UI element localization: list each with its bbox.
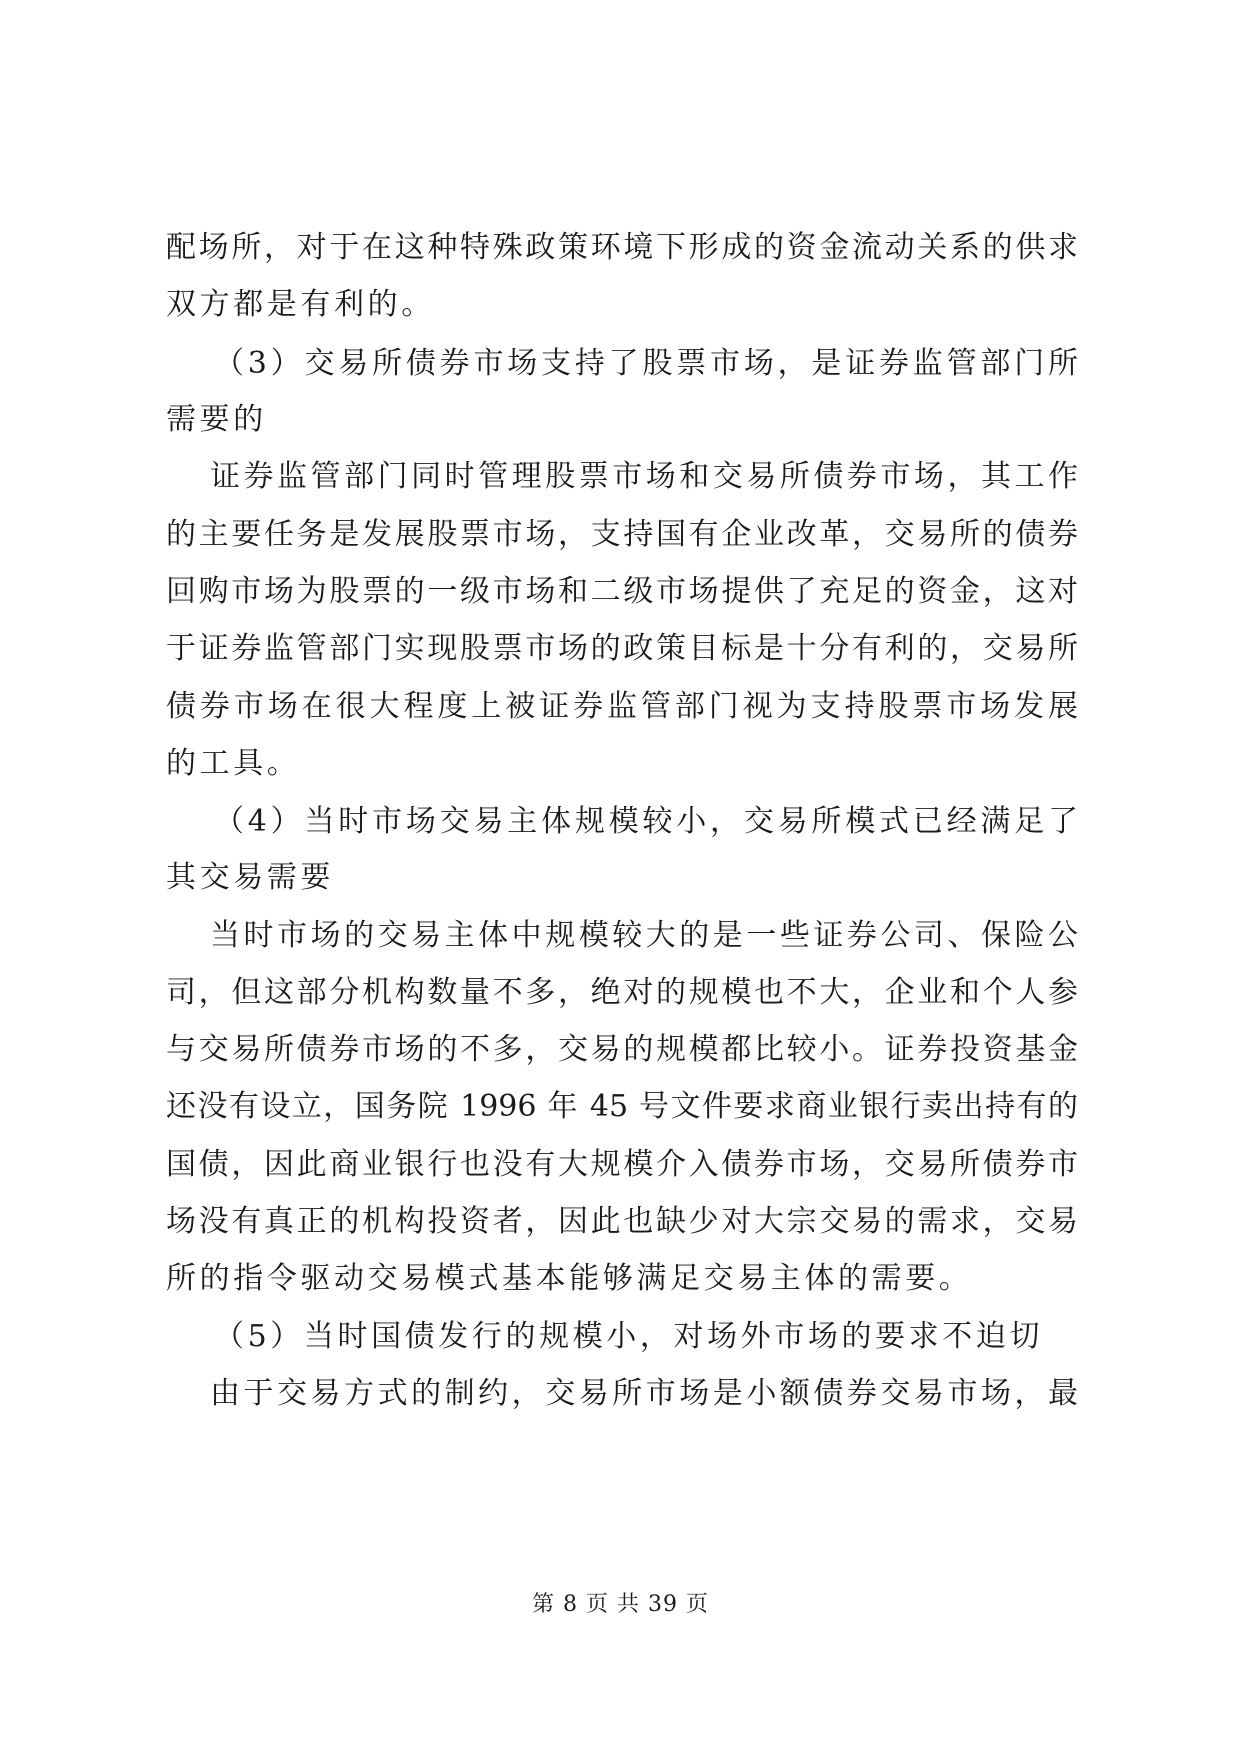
text-line: 配场所，对于在这种特殊政策环境下形成的资金流动关系的供求 [166,230,1078,265]
heading-line: （5）当时国债发行的规模小，对场外市场的要求不迫切 [214,1319,1044,1354]
text-line: 双方都是有利的。 [166,287,435,322]
text-line: 回购市场为股票的一级市场和二级市场提供了充足的资金，这对 [166,574,1078,609]
text-line: 还没有设立，国务院 1996 年 45 号文件要求商业银行卖出持有的 [166,1089,1078,1124]
text-line: 的主要任务是发展股票市场，支持国有企业改革，交易所的债券 [166,517,1078,552]
heading-line: （3）交易所债券市场支持了股票市场，是证券监管部门所 [214,346,1078,381]
text-line: 与交易所债券市场的不多，交易的规模都比较小。证券投资基金 [166,1032,1078,1067]
text-line: 当时市场的交易主体中规模较大的是一些证券公司、保险公 [210,918,1078,953]
text-line: 所的指令驱动交易模式基本能够满足交易主体的需要。 [166,1261,973,1296]
heading-line: 需要的 [166,402,267,437]
text-line: 由于交易方式的制约，交易所市场是小额债券交易市场，最 [210,1376,1078,1411]
text-line: 证券监管部门同时管理股票市场和交易所债券市场，其工作 [210,459,1078,494]
heading-line: 其交易需要 [166,860,334,895]
text-line: 债券市场在很大程度上被证券监管部门视为支持股票市场发展 [166,689,1078,724]
page-footer: 第 8 页 共 39 页 [532,1592,709,1617]
text-line: 国债，因此商业银行也没有大规模介入债券市场，交易所债券市 [166,1147,1078,1182]
text-line: 司，但这部分机构数量不多，绝对的规模也不大，企业和个人参 [166,975,1078,1010]
text-line: 于证券监管部门实现股票市场的政策目标是十分有利的，交易所 [166,631,1078,666]
text-line: 的工具。 [166,746,301,781]
heading-line: （4）当时市场交易主体规模较小，交易所模式已经满足了 [214,804,1078,839]
text-line: 场没有真正的机构投资者，因此也缺少对大宗交易的需求，交易 [166,1204,1078,1239]
